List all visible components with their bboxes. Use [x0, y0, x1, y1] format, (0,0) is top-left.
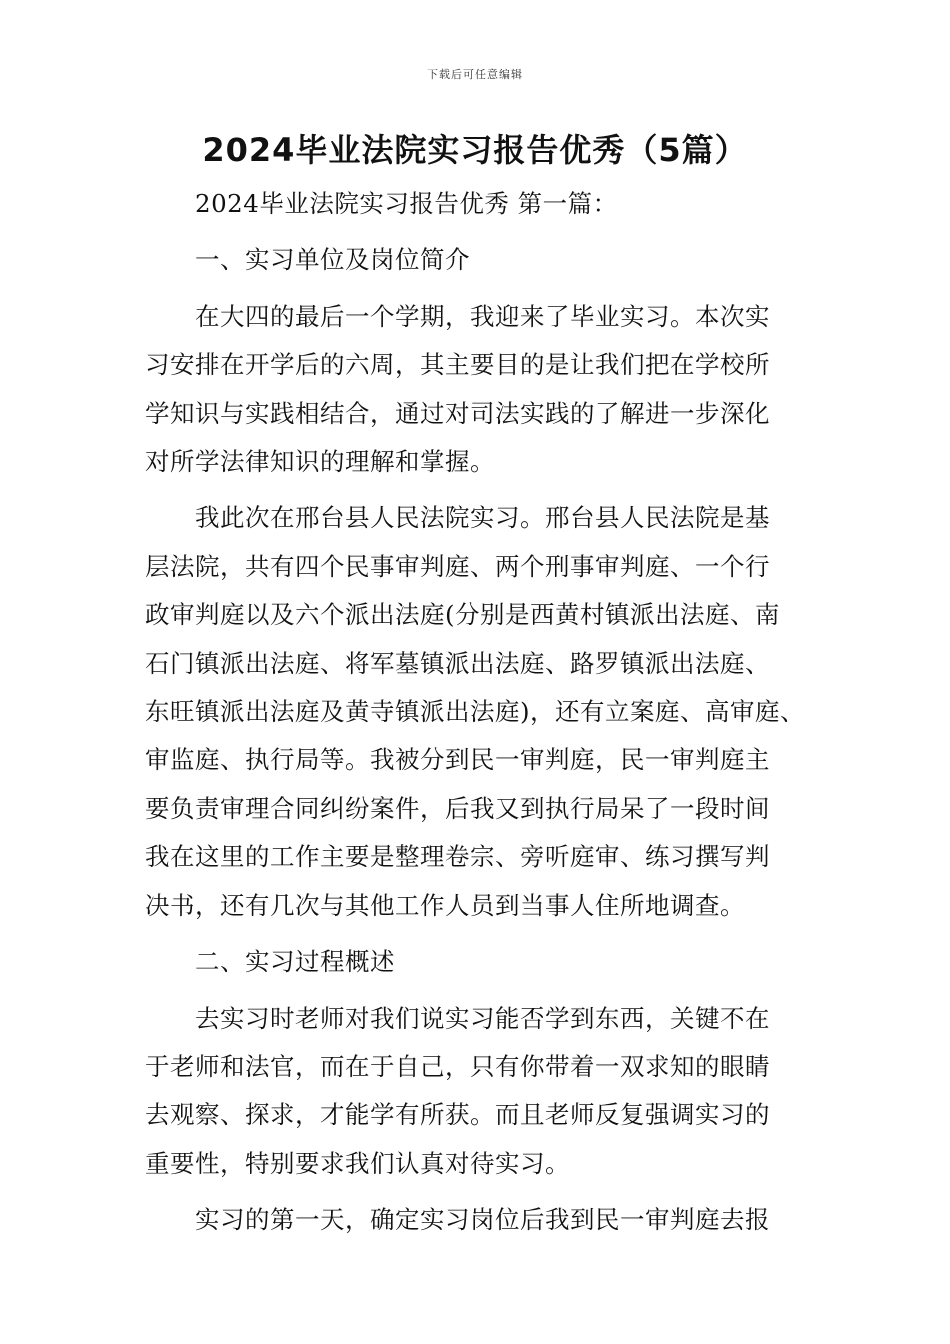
- paragraph-line: 审监庭、执行局等。我被分到民一审判庭，民一审判庭主: [145, 745, 770, 775]
- paragraph-line: 学知识与实践相结合，通过对司法实践的了解进一步深化: [145, 398, 770, 428]
- paragraph-line: 决书，还有几次与其他工作人员到当事人住所地调查。: [145, 890, 745, 920]
- paragraph-line: 东旺镇派出法庭及黄寺镇派出法庭)，还有立案庭、高审庭、: [145, 697, 806, 727]
- paragraph-line: 要负责审理合同纠纷案件，后我又到执行局呆了一段时间: [145, 793, 770, 823]
- paragraph-line: 去观察、探求，才能学有所获。而且老师反复强调实习的: [145, 1100, 770, 1130]
- paragraph-line: 去实习时老师对我们说实习能否学到东西，关键不在: [195, 1003, 770, 1033]
- paragraph-4: [145, 1196, 810, 1244]
- paragraph-line: 层法院，共有四个民事审判庭、两个刑事审判庭、一个行: [145, 551, 770, 581]
- paragraph-line: 石门镇派出法庭、将军墓镇派出法庭、路罗镇派出法庭、: [145, 648, 770, 678]
- paragraph-2: [145, 494, 810, 930]
- paragraph-line: 实习的第一天，确定实习岗位后我到民一审判庭去报: [195, 1205, 770, 1235]
- header-note: 下载后可任意编辑: [427, 68, 523, 81]
- paragraph-line: 我在这里的工作主要是整理卷宗、旁听庭审、练习撰写判: [145, 842, 770, 872]
- paragraph-line: 重要性，特别要求我们认真对待实习。: [145, 1148, 570, 1178]
- document-title: 2024毕业法院实习报告优秀（5篇）: [202, 131, 748, 169]
- section-heading-1: 一、实习单位及岗位简介: [195, 245, 470, 275]
- paragraph-3: [145, 995, 810, 1189]
- paragraph-line: 我此次在邢台县人民法院实习。邢台县人民法院是基: [195, 503, 770, 533]
- paragraph-line: 对所学法律知识的理解和掌握。: [145, 447, 495, 477]
- document-body: [145, 180, 810, 1245]
- paragraph-1: [145, 293, 810, 487]
- section-heading-2: 二、实习过程概述: [195, 947, 395, 977]
- paragraph-line: 于老师和法官，而在于自己，只有你带着一双求知的眼睛: [145, 1051, 770, 1081]
- document-subtitle: 2024毕业法院实习报告优秀 第一篇：: [195, 189, 618, 218]
- paragraph-line: 政审判庭以及六个派出法庭(分别是西黄村镇派出法庭、南: [145, 600, 781, 630]
- paragraph-line: 习安排在开学后的六周，其主要目的是让我们把在学校所: [145, 350, 770, 380]
- paragraph-line: 在大四的最后一个学期，我迎来了毕业实习。本次实: [195, 301, 770, 331]
